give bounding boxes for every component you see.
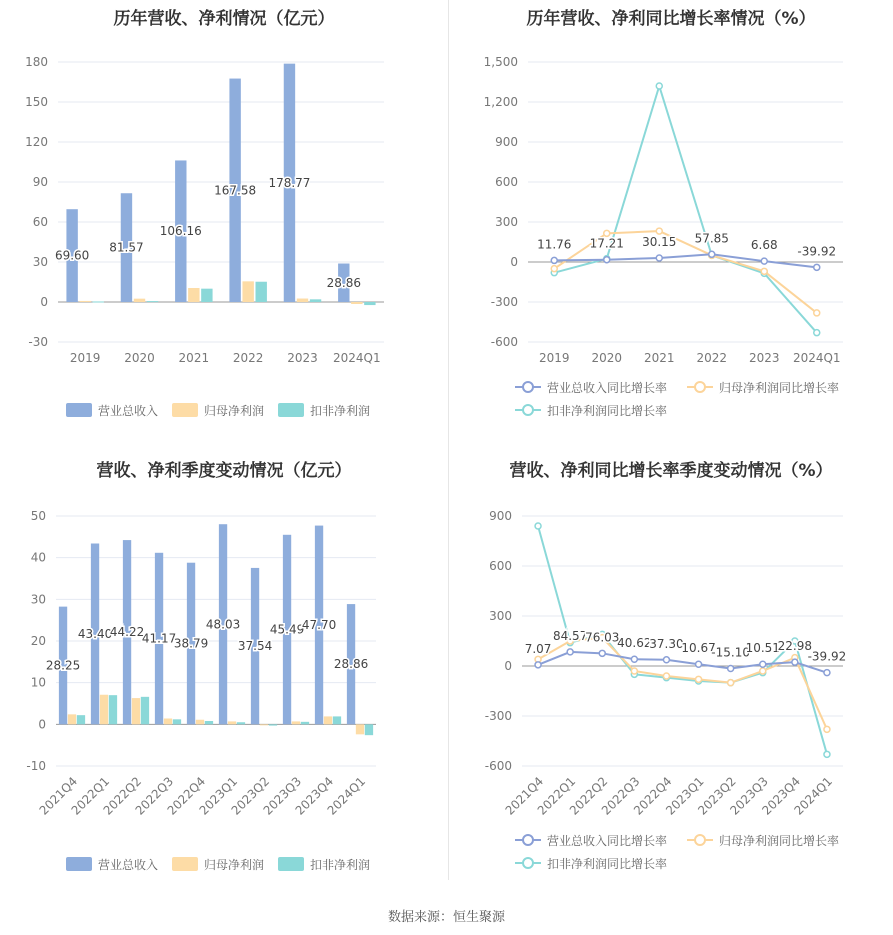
data-label: 28.25 — [45, 658, 81, 673]
bar-net-profit — [242, 281, 253, 302]
x-tick-label: 2023 — [287, 351, 318, 365]
bar-deducted-profit — [364, 302, 375, 305]
y-tick-label: 1,200 — [483, 95, 518, 109]
x-tick-label: 2022Q2 — [566, 774, 611, 818]
data-point — [631, 656, 637, 662]
x-tick-label: 2024Q1 — [792, 351, 841, 365]
data-label: 10.51 — [745, 641, 780, 656]
x-tick-label: 2023 — [748, 351, 780, 365]
legend-label: 营业总收入 — [98, 858, 159, 872]
legend-label: 营业总收入 — [98, 404, 159, 418]
data-point — [551, 266, 557, 272]
data-label: 57.85 — [694, 231, 729, 246]
y-tick-label: 1,500 — [483, 55, 518, 69]
bar-net-profit — [134, 299, 145, 302]
y-tick-label: 20 — [30, 634, 46, 648]
bar-net-profit — [196, 720, 204, 725]
annual-line-chart — [449, 0, 893, 430]
data-label: 7.07 — [524, 641, 552, 656]
data-label: 84.57 — [552, 628, 588, 643]
x-tick-label: 2019 — [538, 351, 570, 365]
data-label: -15.10 — [711, 645, 750, 660]
bar-deducted-profit — [310, 299, 321, 302]
x-tick-label: 2022Q4 — [630, 774, 675, 818]
data-label: 10.67 — [681, 641, 716, 656]
bar-net-profit — [356, 724, 364, 734]
x-tick-label: 2023Q3 — [260, 774, 305, 818]
bar-deducted-profit — [237, 722, 245, 724]
data-label: -39.92 — [807, 649, 847, 664]
data-label: 44.22 — [109, 625, 145, 640]
legend-swatch — [66, 857, 92, 871]
y-tick-label: 0 — [510, 255, 518, 269]
data-label: 28.86 — [326, 275, 361, 290]
data-point — [728, 680, 734, 686]
data-label: 37.30 — [649, 636, 684, 651]
y-tick-label: 0 — [38, 717, 46, 732]
annual-bar-chart — [0, 0, 448, 430]
legend-marker — [523, 858, 533, 868]
y-tick-label: 600 — [495, 175, 518, 189]
y-tick-label: 600 — [489, 559, 512, 573]
data-point — [656, 228, 662, 234]
quarterly-line-panel — [449, 450, 893, 880]
data-point — [814, 264, 820, 270]
y-tick-label: 60 — [32, 215, 48, 229]
legend-label: 营业总收入同比增长率 — [547, 381, 668, 395]
x-tick-label: 2020 — [591, 351, 623, 365]
y-tick-label: 120 — [25, 135, 48, 149]
x-tick-label: 2023Q3 — [727, 774, 771, 818]
data-point — [728, 666, 734, 672]
data-label: 69.60 — [54, 248, 90, 263]
data-label: 28.86 — [333, 657, 369, 672]
data-label: 17.21 — [589, 236, 624, 251]
legend-swatch — [278, 403, 304, 417]
x-tick-label: 2024Q1 — [324, 774, 369, 818]
x-tick-label: 2022 — [232, 351, 264, 365]
chart-title: 营收、净利同比增长率季度变动情况（%） — [509, 461, 833, 481]
data-point — [761, 258, 767, 264]
data-point — [814, 310, 820, 316]
x-tick-label: 2024Q1 — [333, 351, 381, 365]
data-label: 106.16 — [159, 224, 202, 239]
x-tick-label: 2021Q4 — [502, 774, 547, 818]
x-tick-label: 2022Q3 — [598, 774, 643, 818]
x-tick-label: 2019 — [69, 351, 101, 365]
bar-deducted-profit — [147, 301, 158, 302]
bar-net-profit — [324, 716, 332, 724]
legend-label: 扣非净利润同比增长率 — [547, 404, 668, 418]
x-tick-label: 2023Q2 — [695, 774, 739, 818]
data-point — [656, 255, 662, 261]
bar-net-profit — [79, 301, 90, 302]
bar-deducted-profit — [333, 716, 341, 724]
legend-label: 营业总收入同比增长率 — [547, 834, 668, 848]
x-tick-label: 2021Q4 — [36, 774, 81, 818]
data-point — [599, 650, 605, 656]
bar-deducted-profit — [109, 695, 117, 724]
bar-net-profit — [297, 299, 308, 302]
bar-deducted-profit — [173, 719, 181, 724]
data-point — [604, 230, 610, 236]
data-label: 48.03 — [205, 617, 241, 632]
chart-title: 营收、净利季度变动情况（亿元） — [96, 461, 352, 481]
data-label: 81.57 — [109, 240, 144, 255]
data-point — [567, 649, 573, 655]
bar-deducted-profit — [141, 697, 149, 725]
data-label: 41.17 — [141, 631, 177, 646]
bar-deducted-profit — [93, 301, 104, 302]
bar-net-profit — [68, 714, 76, 724]
data-point — [535, 523, 541, 529]
data-point — [760, 668, 766, 674]
y-tick-label: 900 — [489, 509, 512, 523]
legend-marker — [523, 835, 533, 845]
data-label: 11.76 — [537, 237, 572, 252]
y-tick-label: 50 — [30, 509, 46, 523]
x-tick-label: 2023Q1 — [663, 774, 707, 818]
legend-label: 扣非净利润同比增长率 — [547, 857, 668, 871]
data-label: 43.40 — [77, 626, 113, 641]
y-tick-label: 0 — [40, 295, 48, 309]
data-point — [761, 268, 767, 274]
data-point — [631, 668, 637, 674]
series-line — [554, 254, 817, 267]
x-tick-label: 2023Q2 — [228, 774, 273, 818]
legend-label: 归母净利润 — [204, 858, 265, 872]
bar-net-profit — [292, 721, 300, 724]
y-tick-label: 30 — [30, 592, 46, 607]
x-tick-label: 2024Q1 — [791, 774, 836, 818]
bar-net-profit — [100, 695, 108, 725]
data-point — [551, 257, 557, 263]
data-point — [663, 673, 669, 679]
y-tick-label: 300 — [489, 609, 512, 623]
y-tick-label: -10 — [26, 759, 46, 773]
data-point — [824, 670, 830, 676]
data-point — [709, 251, 715, 257]
x-tick-label: 2020 — [124, 351, 155, 365]
y-tick-label: -300 — [484, 709, 512, 723]
y-tick-label: -30 — [28, 335, 48, 349]
x-tick-label: 2022Q2 — [100, 774, 145, 818]
x-tick-label: 2022Q1 — [68, 774, 113, 818]
bar-deducted-profit — [77, 715, 85, 724]
data-point — [792, 659, 798, 665]
data-label: 6.68 — [750, 238, 778, 253]
data-point — [696, 676, 702, 682]
bar-deducted-profit — [205, 721, 213, 724]
quarterly-line-chart — [449, 450, 893, 880]
annual-bar-panel — [0, 0, 448, 430]
x-tick-label: 2022Q3 — [132, 774, 177, 818]
data-label: 40.62 — [617, 636, 652, 651]
data-label: 47.70 — [301, 617, 337, 632]
legend-label: 归母净利润同比增长率 — [719, 381, 840, 395]
y-tick-label: 30 — [32, 255, 48, 269]
chart-title: 历年营收、净利情况（亿元） — [113, 9, 335, 29]
y-tick-label: -600 — [490, 335, 518, 349]
legend-marker — [695, 382, 705, 392]
x-tick-label: 2022Q1 — [534, 774, 579, 818]
y-tick-label: 10 — [30, 675, 46, 690]
y-tick-label: 40 — [30, 550, 46, 565]
chart-title: 历年营收、净利同比增长率情况（%） — [526, 9, 816, 29]
data-label: 178.77 — [268, 175, 311, 190]
data-label: 167.58 — [214, 183, 257, 198]
bar-net-profit — [228, 721, 236, 724]
y-tick-label: 900 — [495, 135, 518, 149]
legend-marker — [523, 382, 533, 392]
data-label: 22.98 — [777, 639, 813, 654]
data-point — [696, 661, 702, 667]
legend-swatch — [278, 857, 304, 871]
data-label: 37.54 — [237, 639, 273, 654]
data-label: -39.92 — [797, 244, 837, 259]
y-tick-label: 150 — [25, 95, 48, 109]
bar-net-profit — [164, 719, 172, 725]
data-point — [824, 751, 830, 757]
annual-line-panel — [449, 0, 893, 430]
y-tick-label: 180 — [25, 55, 48, 69]
x-tick-label: 2023Q4 — [759, 774, 803, 818]
quarterly-bar-panel — [0, 450, 448, 880]
x-tick-label: 2023Q4 — [292, 774, 337, 818]
data-point — [824, 726, 830, 732]
legend-label: 扣非净利润 — [310, 858, 371, 872]
data-label: 30.15 — [642, 234, 677, 249]
bar-deducted-profit — [256, 282, 267, 302]
x-tick-label: 2022Q4 — [164, 774, 209, 818]
x-tick-label: 2022 — [696, 351, 728, 365]
x-tick-label: 2021 — [643, 351, 675, 365]
bar-net-profit — [188, 288, 199, 302]
data-point — [663, 657, 669, 663]
legend-swatch — [172, 857, 198, 871]
legend-label: 扣非净利润 — [310, 404, 371, 418]
data-point — [656, 83, 662, 89]
data-point — [760, 661, 766, 667]
bar-net-profit — [351, 302, 362, 304]
series-line — [554, 86, 817, 333]
y-tick-label: -600 — [484, 759, 512, 773]
data-label: 38.79 — [173, 636, 209, 651]
legend-label: 归母净利润同比增长率 — [719, 834, 840, 848]
bar-deducted-profit — [201, 289, 212, 302]
bar-deducted-profit — [301, 722, 309, 725]
y-tick-label: 0 — [504, 659, 512, 673]
data-point — [814, 330, 820, 336]
bar-net-profit — [260, 724, 268, 725]
legend-swatch — [66, 403, 92, 417]
legend-marker — [523, 405, 533, 415]
legend-label: 归母净利润 — [204, 404, 265, 418]
x-tick-label: 2023Q1 — [196, 774, 241, 818]
data-label: 45.49 — [269, 622, 305, 637]
legend-marker — [695, 835, 705, 845]
data-source: 数据来源：恒生聚源 — [387, 910, 505, 925]
data-point — [535, 662, 541, 668]
y-tick-label: 300 — [495, 215, 518, 229]
x-tick-label: 2021 — [178, 351, 210, 365]
bar-deducted-profit — [365, 724, 373, 735]
data-label: 76.03 — [585, 630, 620, 645]
data-point — [604, 257, 610, 263]
y-tick-label: 90 — [32, 175, 48, 189]
legend-swatch — [172, 403, 198, 417]
quarterly-bar-chart — [0, 450, 448, 880]
bar-deducted-profit — [269, 724, 277, 725]
bar-net-profit — [132, 698, 140, 724]
y-tick-label: -300 — [490, 295, 518, 309]
